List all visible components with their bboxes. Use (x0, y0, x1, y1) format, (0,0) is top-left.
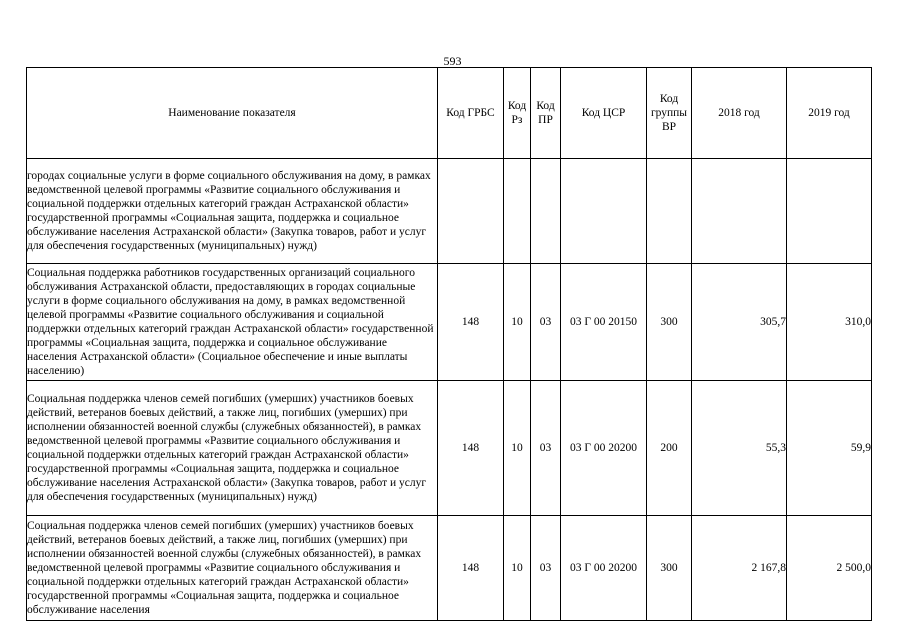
cell-vr: 200 (647, 381, 692, 516)
column-header-pr: Код ПР (531, 68, 561, 159)
cell-csr: 03 Г 00 20150 (561, 264, 647, 381)
cell-grbs: 148 (438, 264, 504, 381)
cell-vr: 300 (647, 516, 692, 621)
column-header-grbs: Код ГРБС (438, 68, 504, 159)
cell-2019 (787, 159, 872, 264)
cell-csr: 03 Г 00 20200 (561, 381, 647, 516)
column-header-rz: Код Рз (504, 68, 531, 159)
cell-rz: 10 (504, 381, 531, 516)
cell-csr (561, 159, 647, 264)
budget-table (26, 67, 872, 621)
row-description: Социальная поддержка работников государственных организаций социального обслуживания Астраханской области, предоставляющих в городах социальные услуги в форме социального обслуживания на дому, в рамках ведомственной целевой программы «Развитие социального обслуживания и социальной поддержки отдельных категорий граждан Астраханской области» государственной программы «Социальная защита, поддержка и социальное обслуживание населения Астраханской области» (Социальное обеспечение и иные выплаты населению) (27, 264, 438, 381)
column-header-csr: Код ЦСР (561, 68, 647, 159)
cell-csr: 03 Г 00 20200 (561, 516, 647, 621)
cell-2019: 59,9 (787, 381, 872, 516)
table-row (27, 381, 872, 516)
cell-grbs (438, 159, 504, 264)
cell-rz (504, 159, 531, 264)
column-header-2018: 2018 год (692, 68, 787, 159)
cell-pr: 03 (531, 516, 561, 621)
cell-pr: 03 (531, 264, 561, 381)
column-header-2019: 2019 год (787, 68, 872, 159)
cell-2018 (692, 159, 787, 264)
table-row (27, 264, 872, 381)
cell-2018: 2 167,8 (692, 516, 787, 621)
page-number: 593 (443, 54, 462, 68)
cell-rz: 10 (504, 516, 531, 621)
table-row (27, 159, 872, 264)
cell-pr: 03 (531, 381, 561, 516)
cell-rz: 10 (504, 264, 531, 381)
cell-grbs: 148 (438, 381, 504, 516)
cell-2019: 310,0 (787, 264, 872, 381)
cell-2018: 55,3 (692, 381, 787, 516)
cell-vr (647, 159, 692, 264)
column-header-vr: Код группы ВР (647, 68, 692, 159)
row-description: городах социальные услуги в форме социального обслуживания на дому, в рамках ведомственной целевой программы «Развитие социального обслуживания и социальной поддержки отдельных категорий граждан Астраханской области» государственной программы «Социальная защита, поддержка и социальное обслуживание населения Астраханской области» (Закупка товаров, работ и услуг для обеспечения государственных (муниципальных) нужд) (27, 159, 438, 264)
row-description: Социальная поддержка членов семей погибших (умерших) участников боевых действий, ветеранов боевых действий, а также лиц, погибших (умерших) при исполнении обязанностей военной службы (служебных обязанностей), в рамках ведомственной целевой программы «Развитие социального обслуживания и социальной поддержки отдельных категорий граждан Астраханской области» государственной программы «Социальная защита, поддержка и социальное обслуживание населения (27, 516, 438, 621)
cell-grbs: 148 (438, 516, 504, 621)
header-row (27, 68, 872, 159)
cell-2018: 305,7 (692, 264, 787, 381)
cell-pr (531, 159, 561, 264)
cell-vr: 300 (647, 264, 692, 381)
cell-2019: 2 500,0 (787, 516, 872, 621)
row-description: Социальная поддержка членов семей погибших (умерших) участников боевых действий, ветеранов боевых действий, а также лиц, погибших (умерших) при исполнении обязанностей военной службы (служебных обязанностей), в рамках ведомственной целевой программы «Развитие социального обслуживания и социальной поддержки отдельных категорий граждан Астраханской области» государственной программы «Социальная защита, поддержка и социальное обслуживание населения Астраханской области» (Закупка товаров, работ и услуг для обеспечения государственных (муниципальных) нужд) (27, 381, 438, 516)
column-header-name: Наименование показателя (27, 68, 438, 159)
table-row (27, 516, 872, 621)
